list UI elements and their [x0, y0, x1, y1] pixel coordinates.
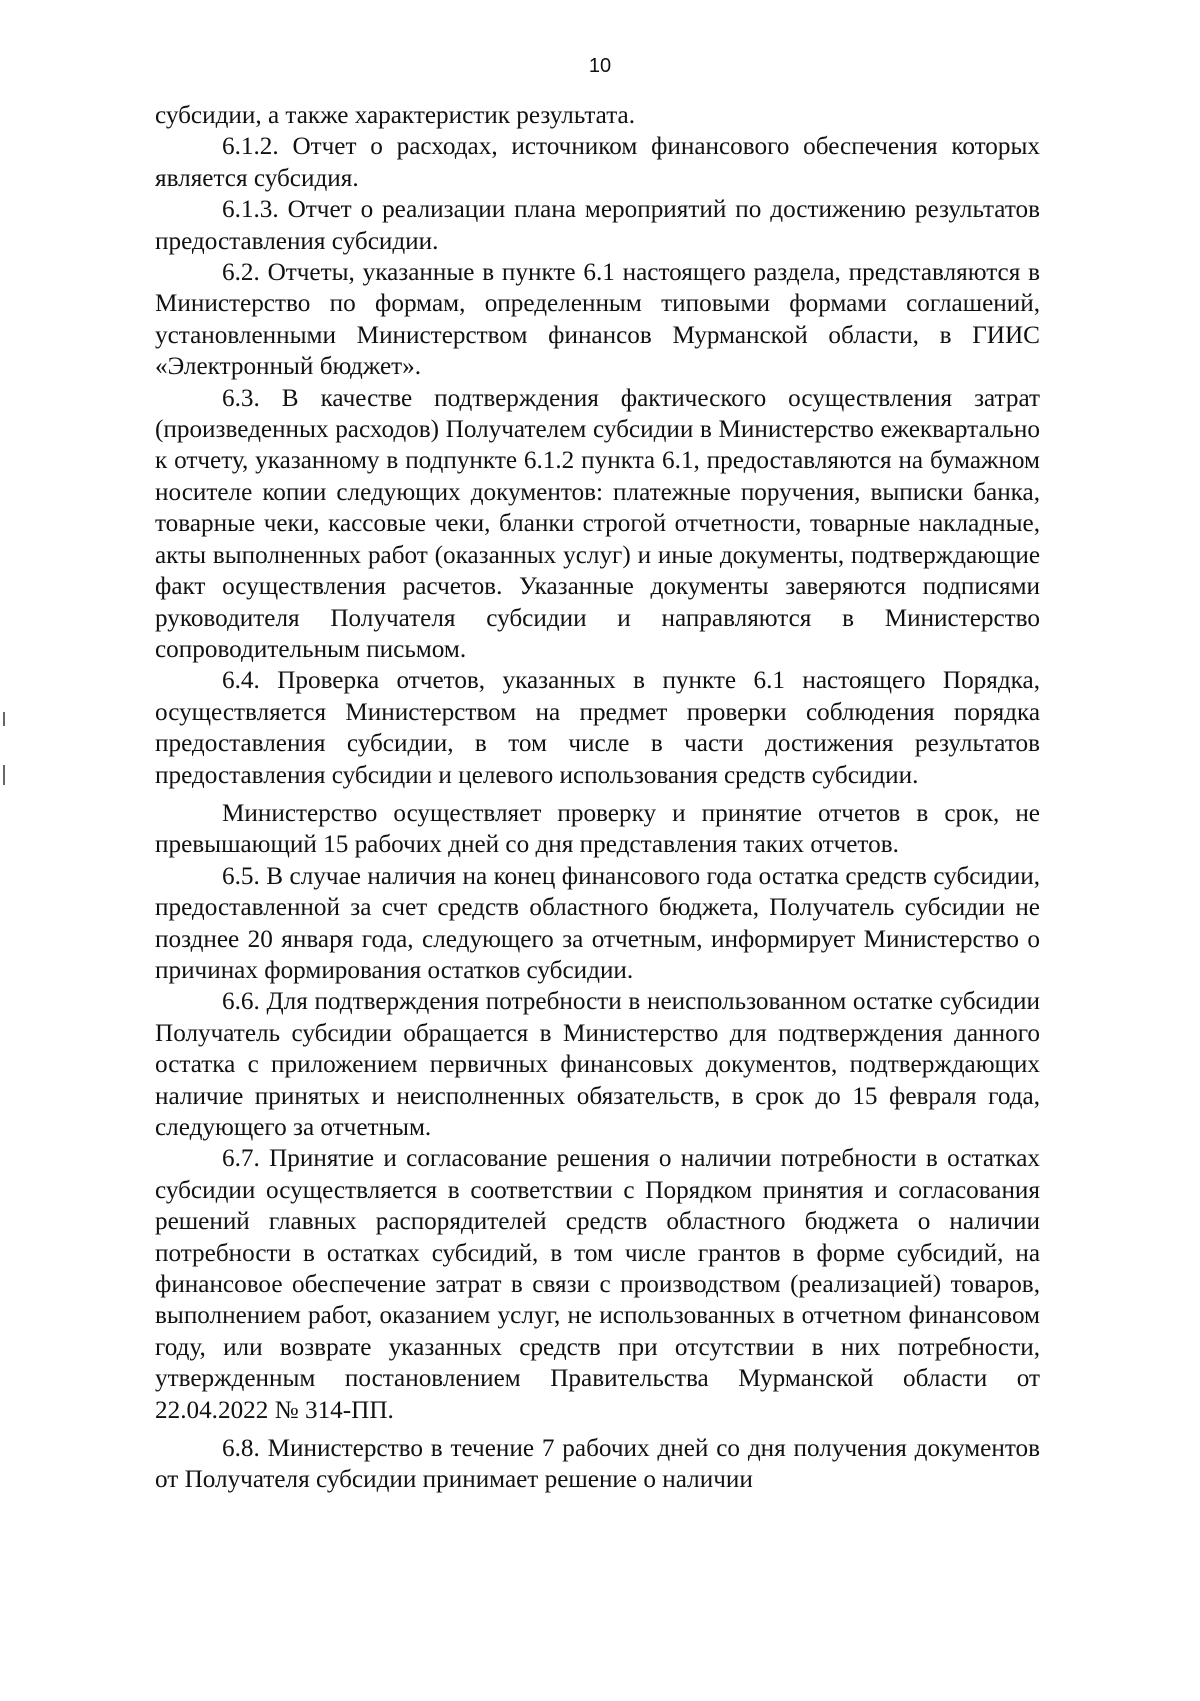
paragraph-6-4: 6.4. Проверка отчетов, указанных в пункте 6.1 настоящего Порядка, осуществляется Министерством на предмет проверки соблюдения порядка предоставления субсидии, в том числе в части достижения результатов предоставления субсидии и целевого использования средств субсидии.	[155, 667, 1040, 789]
paragraph-continuation: субсидии, а также характеристик результата.	[155, 102, 635, 129]
paragraph-6-4-ministry-check: Министерство осуществляет проверку и принятие отчетов в срок, не превышающий 15 рабочих дней со дня представления таких отчетов.	[155, 799, 1040, 859]
page-number: 10	[588, 55, 612, 77]
paragraph-6-7: 6.7. Принятие и согласование решения о наличии потребности в остатках субсидии осуществляется в соответствии с Порядком принятия и согласования решений главных распорядителей средств областного бюджета о наличии потребности в остатках субсидий, в том числе грантов в форме субсидий, на финансовое обеспечение затрат в связи с производством (реализацией) товаров, выполнением работ, оказанием услуг, не использованных в отчетном финансовом году, или возврате указанных средств при отсутствии в них потребности, утвержденным постановлением Правительства Мурманской области от 22.04.2022 № 314-ПП.	[155, 1145, 1040, 1424]
document-body	[155, 100, 1040, 1496]
paragraph-6-3: 6.3. В качестве подтверждения фактического осуществления затрат (произведенных расходов) Получателем субсидии в Министерство ежеквартально к отчету, указанному в подпункте 6.1.2 пункта 6.1, предоставляются на бумажном носителе копии следующих документов: платежные поручения, выписки банка, товарные чеки, кассовые чеки, бланки строгой отчетности, товарные накладные, акты выполненных работ (оказанных услуг) и иные документы, подтверждающие факт осуществления расчетов. Указанные документы заверяются подписями руководителя Получателя субсидии и направляются в Министерство сопроводительным письмом.	[155, 384, 1040, 663]
paragraph-6-2: 6.2. Отчеты, указанные в пункте 6.1 настоящего раздела, представляются в Министерство по формам, определенным типовыми формами соглашений, установленными Министерством финансов Мурманской области, в ГИИС «Электронный бюджет».	[155, 259, 1040, 381]
paragraph-6-5: 6.5. В случае наличия на конец финансового года остатка средств субсидии, предоставленной за счет средств областного бюджета, Получатель субсидии не позднее 20 января года, следующего за отчетным, информирует Министерство о причинах формирования остатков субсидии.	[155, 862, 1040, 984]
scan-margin-mark	[3, 765, 5, 785]
scan-margin-mark	[3, 712, 5, 726]
paragraph-6-1-3: 6.1.3. Отчет о реализации плана мероприятий по достижению результатов предоставления субсидии.	[155, 196, 1040, 255]
paragraph-6-6: 6.6. Для подтверждения потребности в неиспользованном остатке субсидии Получатель субсидии обращается в Министерство для подтверждения данного остатка с приложением первичных финансовых документов, подтверждающих наличие принятых и неисполненных обязательств, в срок до 15 февраля года, следующего за отчетным.	[155, 988, 1040, 1141]
paragraph-6-1-2: 6.1.2. Отчет о расходах, источником финансового обеспечения которых является субсидия.	[155, 133, 1040, 192]
paragraph-6-8: 6.8. Министерство в течение 7 рабочих дней со дня получения документов от Получателя субсидии принимает решение о наличии	[155, 1435, 1040, 1494]
